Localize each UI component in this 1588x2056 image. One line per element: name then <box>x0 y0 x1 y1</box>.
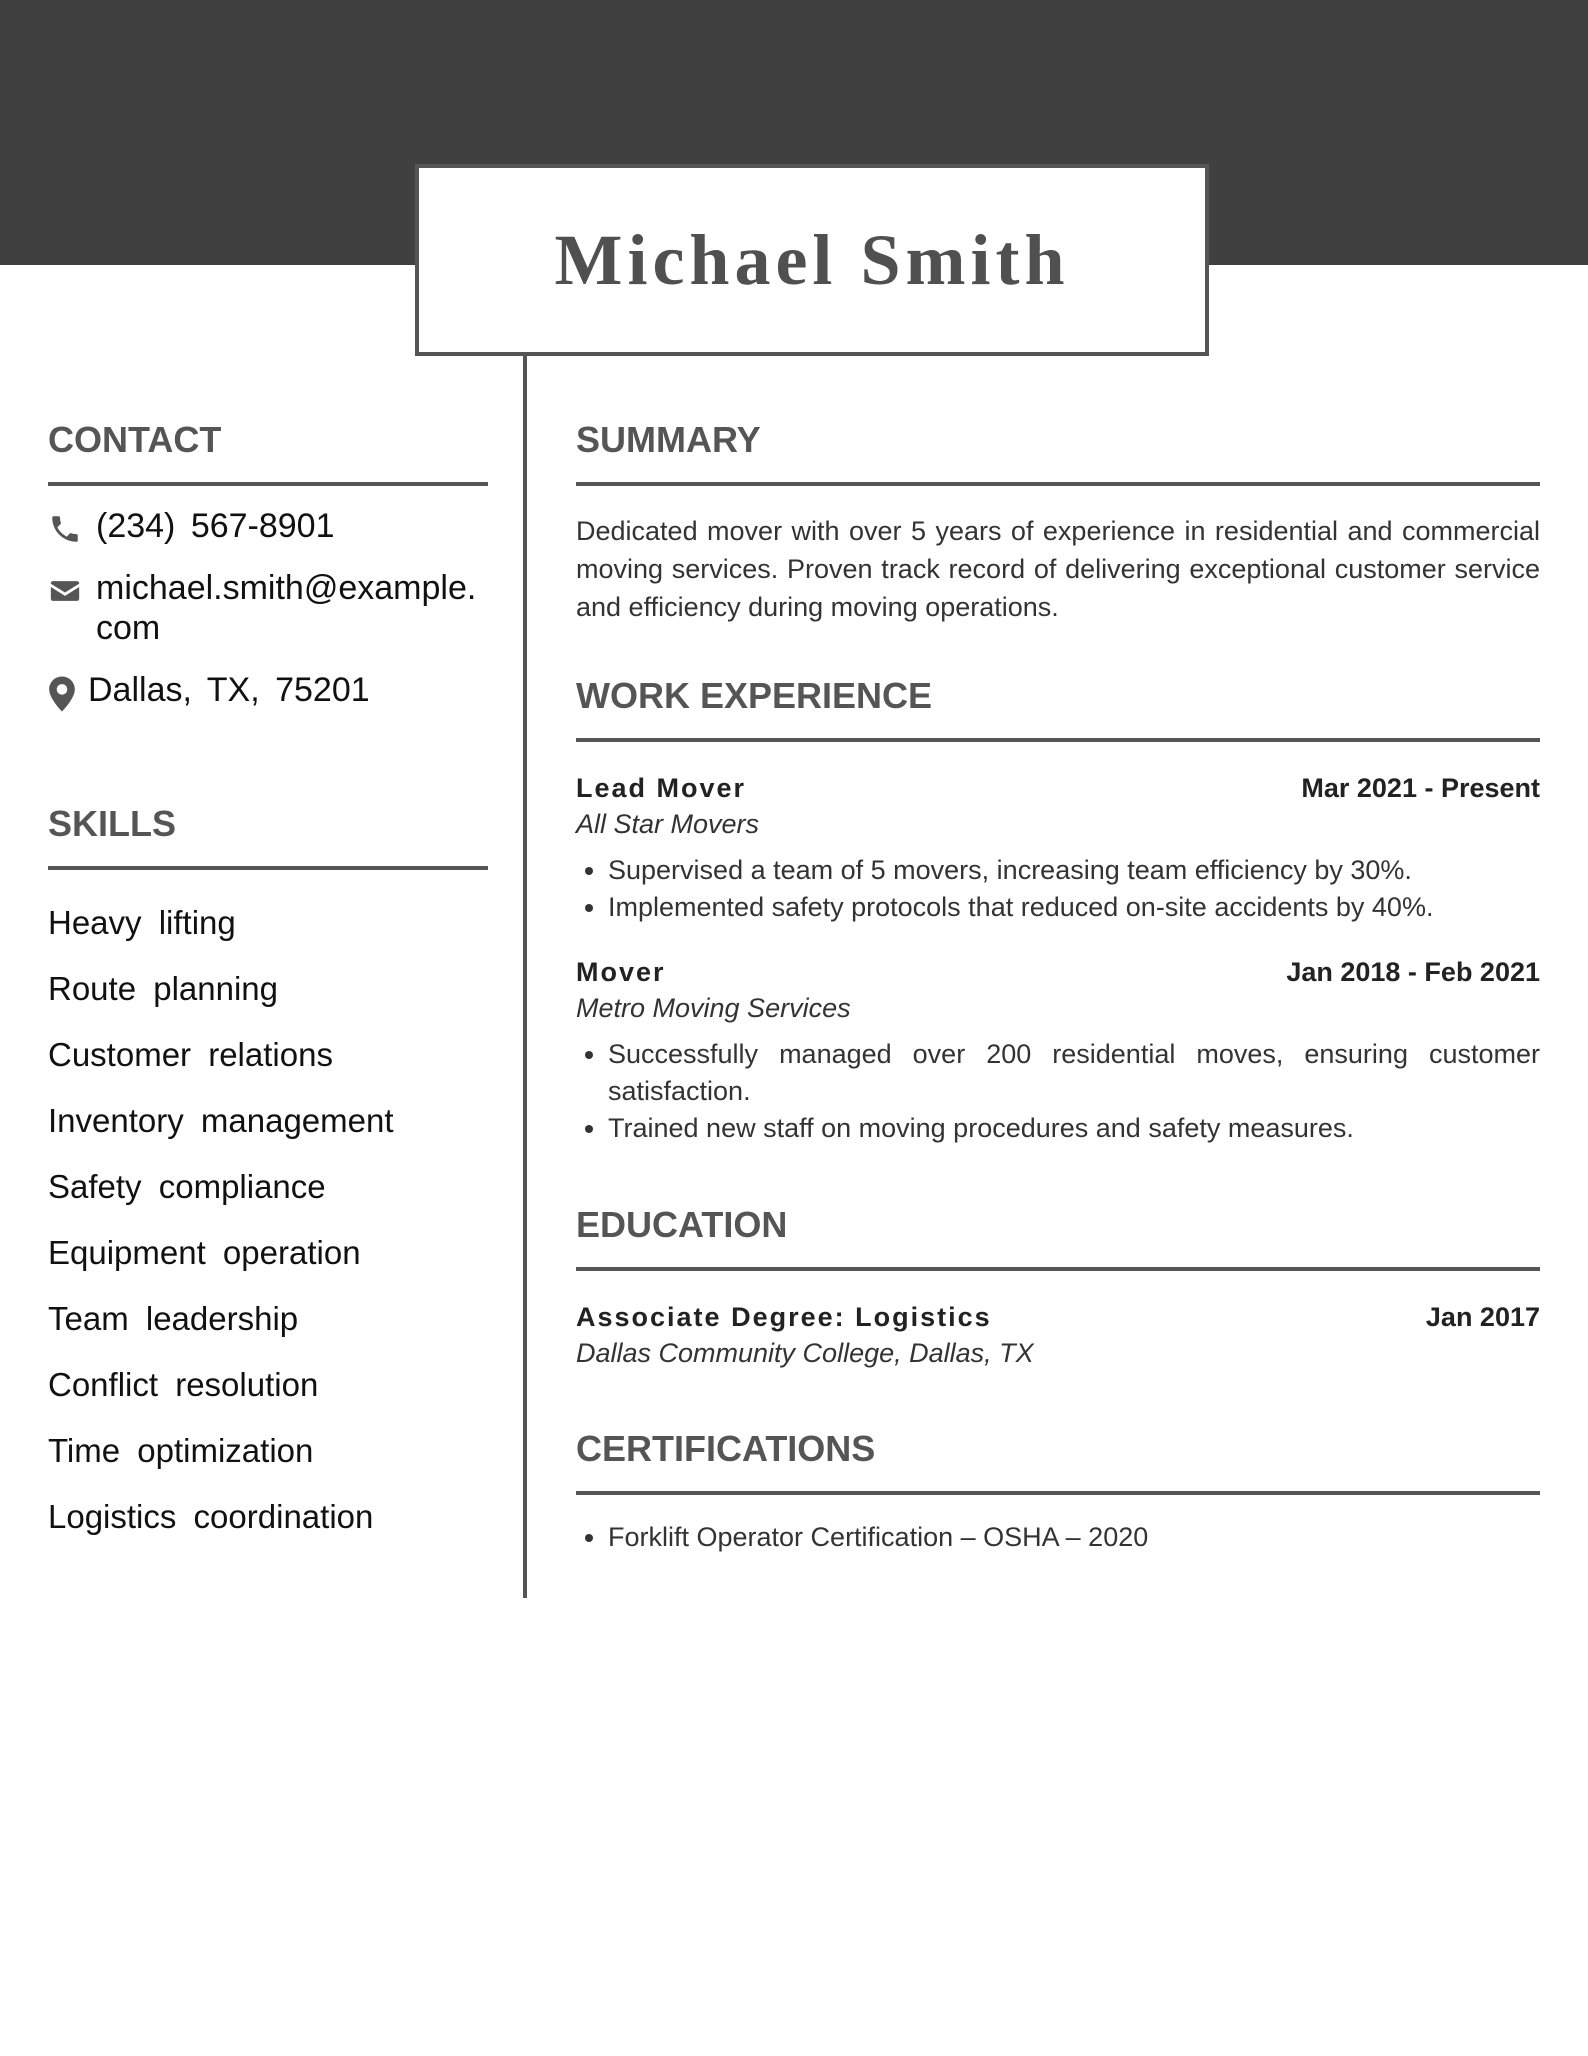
email-text[interactable]: michael.smith@example.com <box>96 569 477 647</box>
degree: Associate Degree: Logistics <box>576 1302 992 1332</box>
location-text: Dallas, TX, 75201 <box>88 671 370 709</box>
job-title: Mover <box>576 957 666 987</box>
map-pin-icon <box>48 670 88 712</box>
education-rule <box>576 1267 1540 1271</box>
email-icon <box>48 568 96 608</box>
phone-text: (234) 567-8901 <box>96 507 335 545</box>
skill-item: Team leadership <box>48 1300 299 1337</box>
experience-rule <box>576 738 1540 742</box>
contact-section <box>48 410 488 712</box>
skill-item: Safety compliance <box>48 1168 326 1205</box>
job-company: Metro Moving Services <box>576 993 851 1023</box>
skills-section <box>48 794 488 1550</box>
school: Dallas Community College, Dallas, TX <box>576 1338 1034 1368</box>
certifications-section <box>576 1419 1540 1556</box>
summary-section <box>576 410 1540 626</box>
skills-heading: SKILLS <box>48 803 177 844</box>
skill-item: Conflict resolution <box>48 1366 319 1403</box>
phone-icon <box>48 506 96 546</box>
skill-item: Equipment operation <box>48 1234 361 1271</box>
education-heading: EDUCATION <box>576 1204 788 1245</box>
experience-section <box>576 666 1540 1147</box>
job-entry <box>576 770 1540 926</box>
left-column <box>48 410 488 1550</box>
contact-phone <box>48 506 488 546</box>
contact-location <box>48 670 488 712</box>
certifications-heading: CERTIFICATIONS <box>576 1428 876 1469</box>
skill-item: Customer relations <box>48 1036 333 1073</box>
summary-heading: SUMMARY <box>576 419 761 460</box>
job-company: All Star Movers <box>576 809 760 839</box>
education-entry <box>576 1299 1540 1371</box>
certification-item: • Forklift Operator Certification – OSHA – 2020 <box>608 1519 1540 1556</box>
job-bullet: • Trained new staff on moving procedures and safety measures. <box>608 1110 1540 1147</box>
candidate-name: Michael Smith <box>554 219 1070 300</box>
job-bullet: • Implemented safety protocols that reduced on-site accidents by 40%. <box>608 889 1540 926</box>
experience-heading: WORK EXPERIENCE <box>576 675 933 716</box>
education-date: Jan 2017 <box>1425 1302 1540 1332</box>
skill-item: Heavy lifting <box>48 904 236 941</box>
name-box <box>415 164 1209 356</box>
skill-item: Inventory management <box>48 1102 394 1139</box>
job-title: Lead Mover <box>576 773 747 803</box>
skill-item: Time optimization <box>48 1432 314 1469</box>
contact-email <box>48 568 488 648</box>
contact-rule <box>48 482 488 486</box>
job-entry <box>576 954 1540 1147</box>
summary-rule <box>576 482 1540 486</box>
column-divider <box>523 356 527 1598</box>
certifications-rule <box>576 1491 1540 1495</box>
summary-text: Dedicated mover with over 5 years of experience in residential and commercial moving services. Proven track record of delivering exceptional customer service and efficiency during moving operations. <box>576 516 1540 622</box>
skill-item: Route planning <box>48 970 279 1007</box>
job-dates: Jan 2018 - Feb 2021 <box>1286 957 1540 987</box>
right-column <box>576 410 1540 1556</box>
skills-rule <box>48 866 488 870</box>
education-section <box>576 1195 1540 1371</box>
skill-item: Logistics coordination <box>48 1498 374 1535</box>
contact-heading: CONTACT <box>48 419 222 460</box>
job-bullet: • Successfully managed over 200 residential moves, ensuring customer satisfaction. <box>608 1036 1540 1110</box>
job-bullet: • Supervised a team of 5 movers, increasing team efficiency by 30%. <box>608 852 1540 889</box>
job-dates: Mar 2021 - Present <box>1301 773 1540 803</box>
